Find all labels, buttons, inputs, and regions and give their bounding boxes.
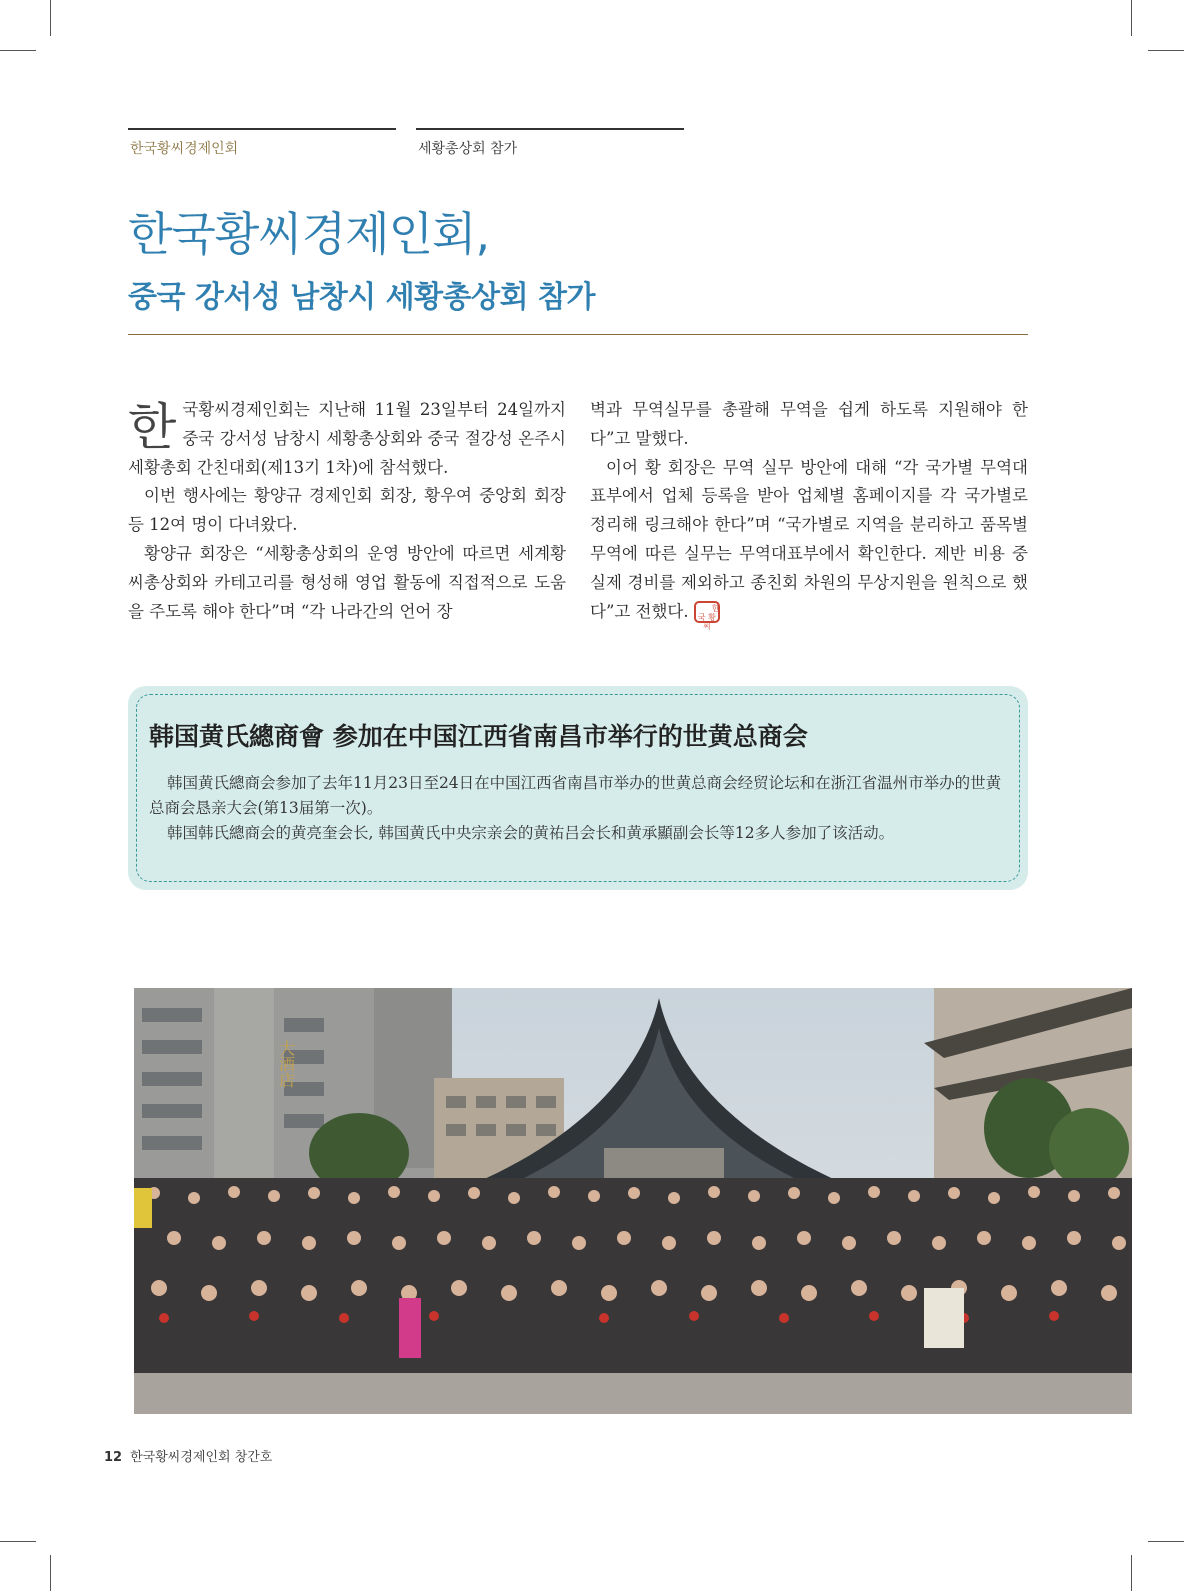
page-number: 12 (104, 1450, 123, 1465)
page-footer (104, 1446, 272, 1465)
paragraph-text: 이어 황 회장은 무역 실무 방안에 대해 “각 국가별 무역대표부에서 업체 등록을 받아 업체별 홈페이지를 각 국가별로 정리해 링크해야 한다”며 “국가별로 지역을 분리하고 품목별 무역에 따른 실무는 무역대표부에서 확인한다. 제반 비용 중 실제 경비를 제외하고 종친회 차원의 무상지원을 원칙으로 했다”고 전했다. (590, 457, 1028, 621)
chinese-summary-box (128, 686, 1028, 890)
article-title: 한국황씨경제인회, (128, 207, 490, 261)
article-subtitle: 중국 강서성 남창시 세황총상회 참가 (128, 280, 595, 315)
crop-mark (50, 1555, 51, 1591)
crop-mark (1131, 1555, 1132, 1591)
article-column-1 (128, 396, 566, 626)
header-rule-left (128, 128, 396, 130)
article-column-2 (590, 396, 1028, 632)
title-divider (128, 334, 1028, 335)
chinese-summary-body (149, 771, 1003, 846)
group-photo-image (134, 988, 1132, 1414)
crop-mark (1148, 50, 1184, 51)
chinese-summary-title: 韩国黄氏總商會 参加在中国江西省南昌市举行的世黄总商会 (149, 722, 808, 751)
crop-mark (1148, 1541, 1184, 1542)
paragraph: 벽과 무역실무를 총괄해 무역을 쉽게 하도록 지원해야 한다”고 말했다. (590, 400, 1028, 448)
crop-mark (0, 1541, 36, 1542)
paragraph: 황양규 회장은 “세황총상회의 운영 방안에 따르면 세계황씨총상회와 카테고리를 형성해 영업 활동에 직접적으로 도움을 주도록 해야 한다”며 “각 나라간의 언어 장 (128, 543, 566, 621)
drop-cap: 한 (128, 398, 177, 456)
dashed-border (136, 694, 1020, 882)
crop-mark (50, 0, 51, 36)
section-topic: 세황총상회 참가 (418, 141, 518, 157)
paragraph-text: 국황씨경제인회는 지난해 11월 23일부터 24일까지 중국 강서성 남창시 세황총상회와 중국 절강성 온주시 세황총회 간친대회(제13기 1차)에 참석했다. (128, 400, 566, 477)
seal-icon: 한국 황씨 (694, 601, 720, 623)
hotel-sign: 大酒店 (276, 1040, 296, 1088)
group-photo (134, 988, 1132, 1414)
paragraph: 韩国韩氏總商会的黄亮奎会长, 韩国黄氏中央宗亲会的黄祐吕会长和黄承顯副会长等12多人参加了该活动。 (167, 824, 895, 842)
section-label: 한국황씨경제인회 (130, 141, 239, 157)
crop-mark (1131, 0, 1132, 36)
paragraph (590, 454, 1028, 632)
paragraph: 이번 행사에는 황양규 경제인회 회장, 황우여 중앙회 회장 등 12여 명이 다녀왔다. (128, 486, 566, 535)
publication-name: 한국황씨경제인회 창간호 (130, 1450, 273, 1465)
paragraph: 韩国黄氏總商会参加了去年11月23日至24日在中国江西省南昌市举办的世黄总商会经贸论坛和在浙江省温州市举办的世黄总商会恳亲大会(第13届第一次)。 (149, 774, 1002, 817)
paragraph (128, 396, 566, 482)
header-rule-right (416, 128, 684, 130)
crop-mark (0, 50, 36, 51)
